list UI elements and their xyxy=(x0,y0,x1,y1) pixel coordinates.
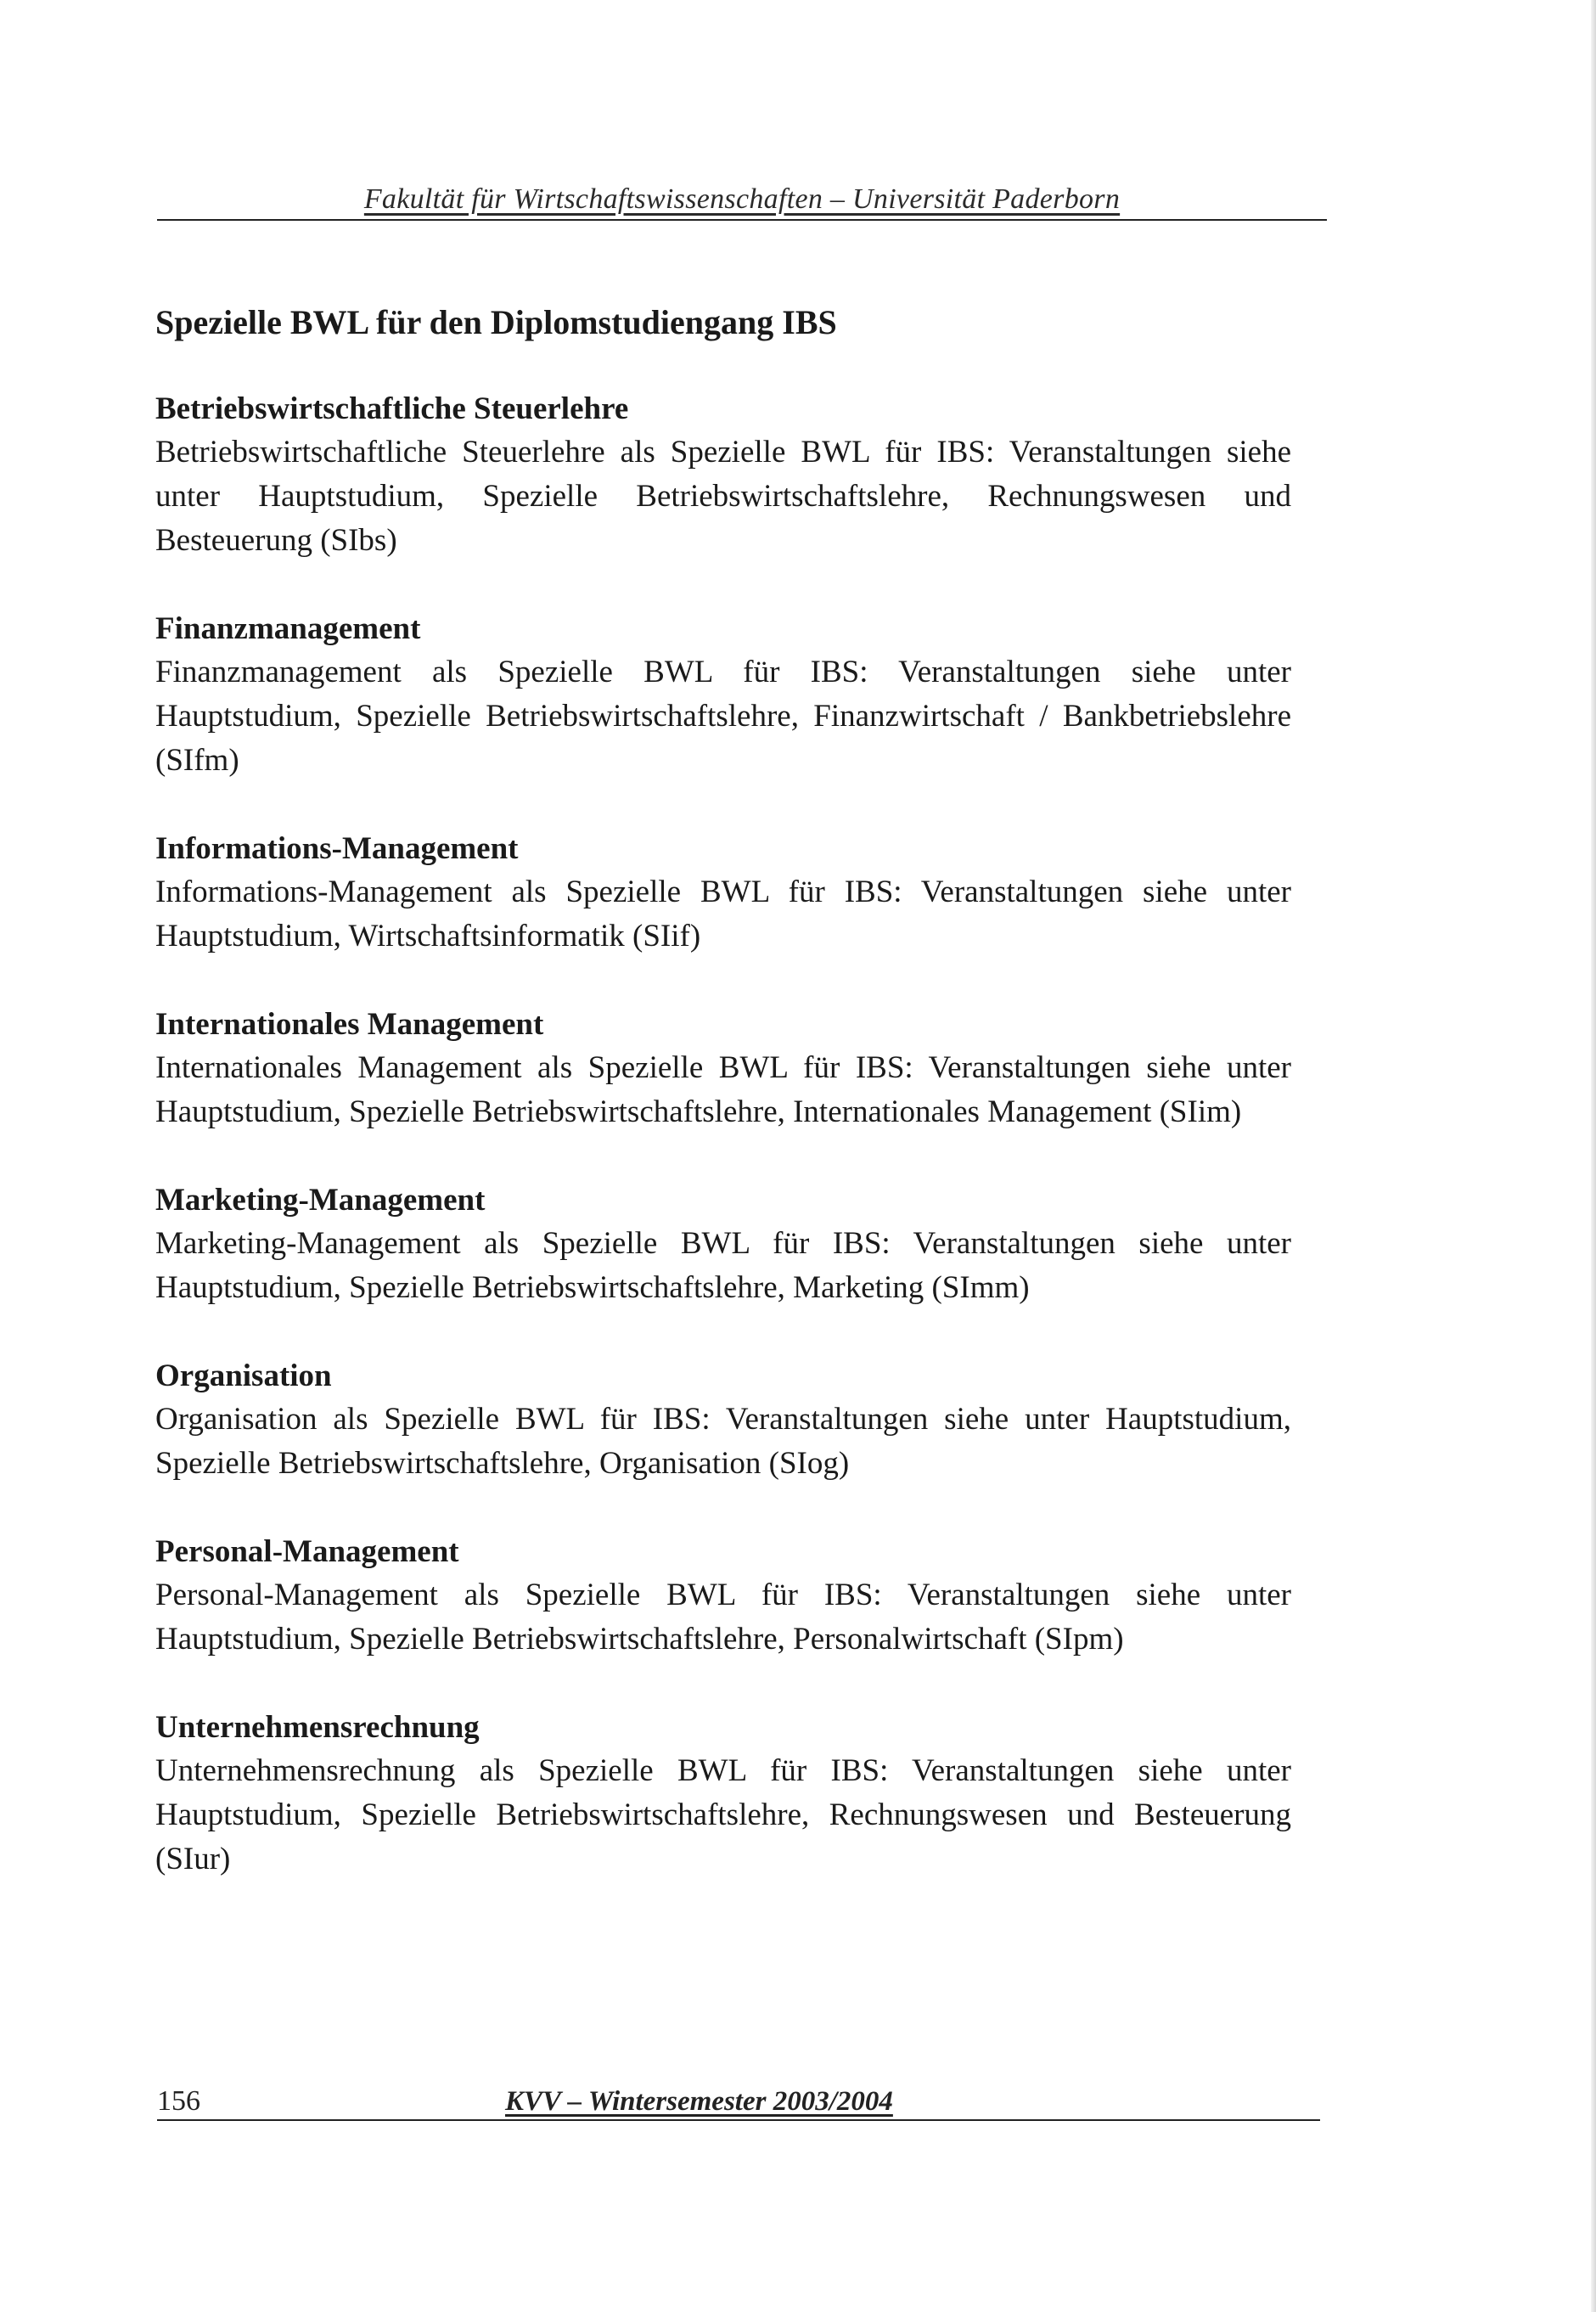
section-heading: Personal-Management xyxy=(155,1534,459,1569)
section-personal-management xyxy=(155,1531,1291,1662)
section-finanzmanagement xyxy=(155,608,1291,783)
page-edge xyxy=(1591,0,1596,2312)
section-body: Betriebswirtschaftliche Steuerlehre als Spezielle BWL für IBS: Veranstaltungen siehe unter Hauptstudium, Spezielle Betriebswirtschaftslehre, Rechnungswesen und Besteuerung (SIbs) xyxy=(155,435,1291,558)
section-body: Informations-Management als Spezielle BWL für IBS: Veranstaltungen siehe unter Hauptstudium, Wirtschaftsinformatik (SIif) xyxy=(155,875,1291,953)
section-unternehmensrechnung xyxy=(155,1707,1291,1882)
page-title: Spezielle BWL für den Diplomstudiengang IBS xyxy=(155,303,837,341)
section-body: Marketing-Management als Spezielle BWL für IBS: Veranstaltungen siehe unter Hauptstudium, Spezielle Betriebswirtschaftslehre, Marketing (SImm) xyxy=(155,1226,1291,1305)
header-text: Fakultät für Wirtschaftswissenschaften – Universität Paderborn xyxy=(363,183,1121,215)
footer-text: KVV – Wintersemester 2003/2004 xyxy=(505,2086,893,2117)
section-heading: Finanzmanagement xyxy=(155,611,421,646)
section-internationales-management xyxy=(155,1004,1291,1134)
page-header xyxy=(157,168,1327,221)
section-heading: Marketing-Management xyxy=(155,1183,486,1218)
section-steuerlehre xyxy=(155,388,1291,563)
section-heading: Unternehmensrechnung xyxy=(155,1710,480,1745)
section-body: Organisation als Spezielle BWL für IBS: Veranstaltungen siehe unter Hauptstudium, Spezielle Betriebswirtschaftslehre, Organisation (SIog) xyxy=(155,1402,1291,1481)
section-body: Unternehmensrechnung als Spezielle BWL für IBS: Veranstaltungen siehe unter Hauptstudium, Spezielle Betriebswirtschaftslehre, Rechnungswesen und Besteuerung (SIur) xyxy=(155,1753,1291,1876)
section-heading: Informations-Management xyxy=(155,831,519,866)
section-heading: Betriebswirtschaftliche Steuerlehre xyxy=(155,391,629,426)
section-body: Internationales Management als Spezielle BWL für IBS: Veranstaltungen siehe unter Hauptstudium, Spezielle Betriebswirtschaftslehre, Internationales Management (SIim) xyxy=(155,1050,1291,1129)
page-footer xyxy=(157,2075,1320,2121)
page-content xyxy=(155,301,1291,1927)
section-informations-management xyxy=(155,828,1291,959)
section-body: Personal-Management als Spezielle BWL für IBS: Veranstaltungen siehe unter Hauptstudium, Spezielle Betriebswirtschaftslehre, Personalwirtschaft (SIpm) xyxy=(155,1578,1291,1657)
section-heading: Internationales Management xyxy=(155,1007,544,1042)
page-number: 156 xyxy=(157,2085,200,2117)
section-heading: Organisation xyxy=(155,1359,332,1393)
section-organisation xyxy=(155,1355,1291,1486)
section-marketing-management xyxy=(155,1179,1291,1310)
section-body: Finanzmanagement als Spezielle BWL für IBS: Veranstaltungen siehe unter Hauptstudium, Spezielle Betriebswirtschaftslehre, Finanzwirtschaft / Bankbetriebslehre (SIfm) xyxy=(155,655,1291,778)
